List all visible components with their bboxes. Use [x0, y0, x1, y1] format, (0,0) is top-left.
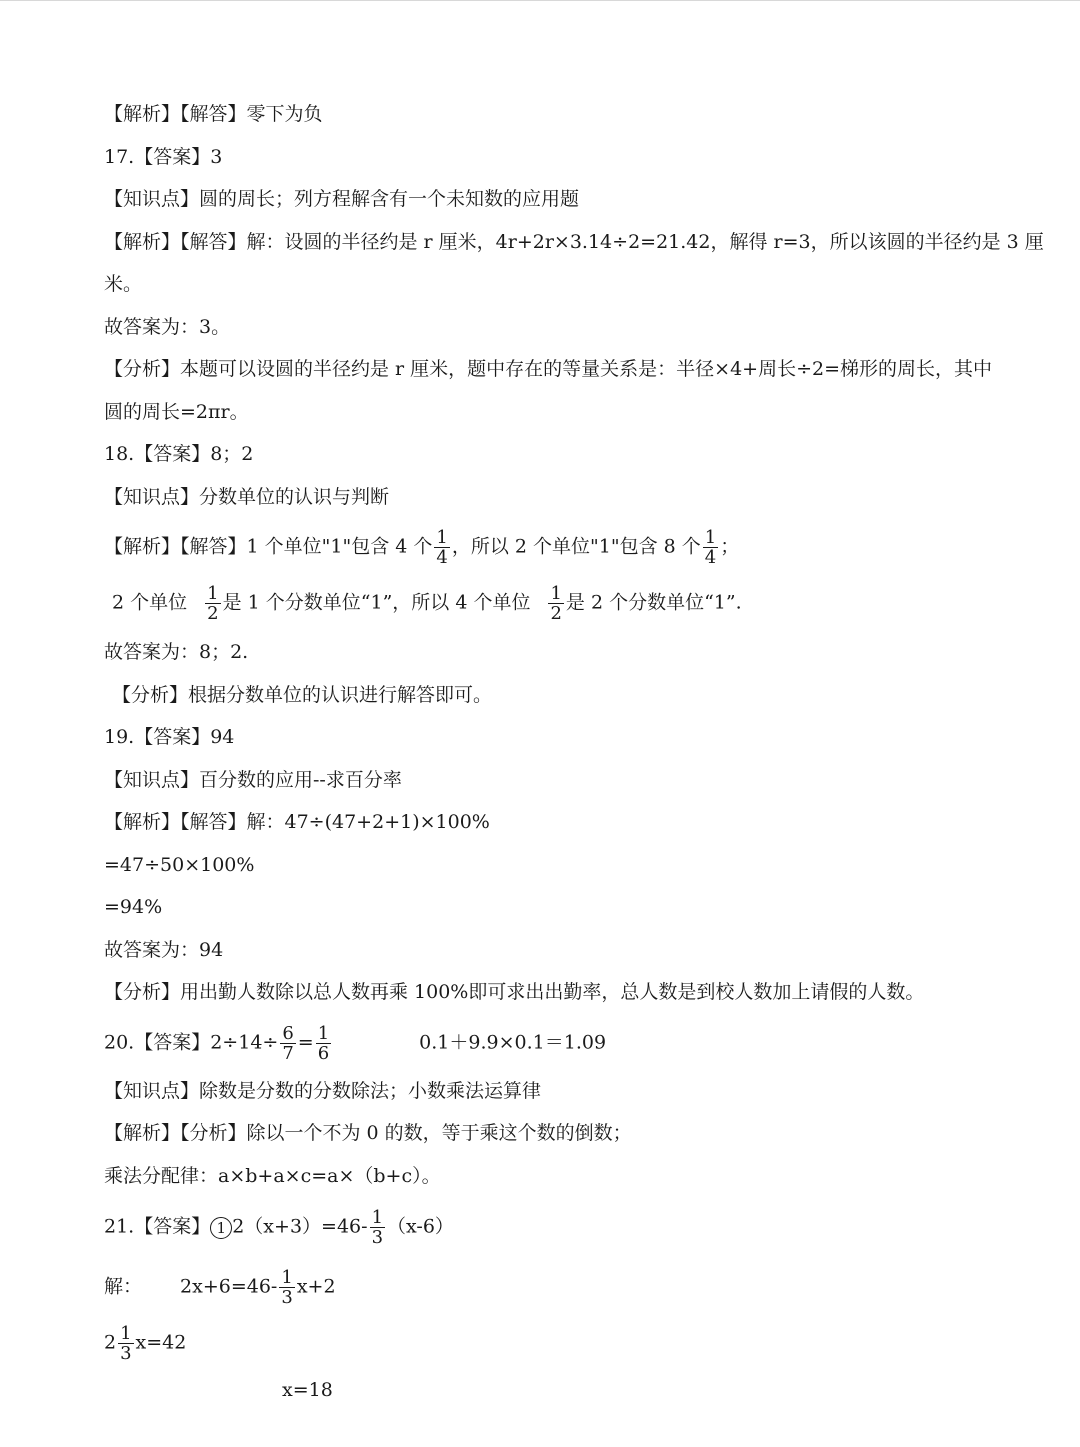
q20-answer-line	[104, 1024, 606, 1063]
fraction-one-third: $\frac{1}{3}$	[281, 1267, 293, 1308]
fraction-six-sevenths: $\frac{6}{7}$	[282, 1023, 294, 1064]
q17-knowledge-point: 【知识点】圆的周长；列方程解含有一个未知数的应用题	[104, 188, 580, 210]
circled-number-1: 1	[210, 1217, 232, 1239]
fraction-one-sixth: $\frac{1}{6}$	[317, 1023, 330, 1064]
q20-analysis: 【解析】【分析】除以一个不为 0 的数，等于乘这个数的倒数；	[104, 1122, 632, 1144]
q17-answer: 17.【答案】3	[104, 146, 223, 168]
fraction-one-third: $\frac{1}{3}$	[371, 1207, 384, 1248]
q18-answer: 18.【答案】8；2	[104, 443, 254, 465]
q20-law: 乘法分配律：a×b+a×c=a×（b+c）。	[104, 1165, 441, 1187]
q18-analysis-line-2	[112, 584, 742, 623]
q21-answer-text-a: 21.【答案】	[104, 1215, 211, 1238]
q18-comment: 【分析】根据分数单位的认识进行解答即可。	[112, 684, 493, 706]
q20-equals: =	[297, 1031, 314, 1054]
fraction-one-half: $\frac{1}{2}$	[550, 583, 562, 624]
q21-step2-text: x=42	[135, 1331, 187, 1354]
q18-analysis-text-c: ；	[720, 535, 740, 558]
q18-line2-text-c: 是 2 个分数单位“1”.	[565, 591, 742, 614]
q21-answer-text-b: 2（x+3）=46-	[232, 1215, 368, 1238]
q18-analysis-line-1	[104, 528, 739, 567]
q17-comment-line-2: 圆的周长=2πr。	[104, 401, 249, 423]
q21-step1-text-a: 2x+6=46-	[180, 1275, 278, 1298]
q19-step-2: =94%	[104, 896, 163, 918]
q18-knowledge-point: 【知识点】分数单位的认识与判断	[104, 486, 390, 508]
q18-analysis-text-b: ，所以 2 个单位"1"包含 8 个	[451, 535, 701, 558]
q17-analysis-line-2: 米。	[104, 273, 143, 295]
fraction-one-quarter: $\frac{1}{4}$	[704, 527, 717, 568]
top-border-line	[0, 0, 1080, 1]
q20-answer-text-a: 20.【答案】2÷14÷	[104, 1031, 279, 1054]
q18-line2-text-a: 2 个单位	[112, 591, 188, 614]
q21-solution-line-2	[104, 1324, 186, 1363]
q21-answer-text-c: （x-6）	[387, 1215, 454, 1238]
q18-line2-text-b: 是 1 个分数单位“1”，所以 4 个单位	[222, 591, 531, 614]
q17-analysis-line-1: 【解析】【解答】解：设圆的半径约是 r 厘米，4r+2r×3.14÷2=21.42，解得 r=3，所以该圆的半径约是 3 厘	[104, 231, 1044, 253]
q18-result: 故答案为：8；2.	[104, 641, 249, 663]
q21-solution-label: 解：	[104, 1275, 143, 1298]
fraction-one-half: $\frac{1}{2}$	[207, 583, 219, 624]
q17-comment-line-1: 【分析】本题可以设圆的半径约是 r 厘米，题中存在的等量关系是：半径×4+周长÷2=梯形的周长，其中	[104, 358, 993, 380]
q21-solution-line-1	[104, 1268, 336, 1307]
q21-step2-whole: 2	[104, 1331, 117, 1354]
q19-analysis: 【解析】【解答】解：47÷(47+2+1)×100%	[104, 811, 490, 833]
q17-result: 故答案为：3。	[104, 316, 231, 338]
analysis-line-16: 【解析】【解答】零下为负	[104, 103, 323, 125]
q21-answer-line	[104, 1208, 454, 1247]
q19-result: 故答案为：94	[104, 939, 224, 961]
q20-knowledge-point: 【知识点】除数是分数的分数除法；小数乘法运算律	[104, 1080, 542, 1102]
q19-step-1: =47÷50×100%	[104, 854, 255, 876]
q18-analysis-text-a: 【解析】【解答】1 个单位"1"包含 4 个	[104, 535, 433, 558]
fraction-one-third: $\frac{1}{3}$	[120, 1323, 132, 1364]
q19-comment: 【分析】用出勤人数除以总人数再乘 100%即可求出出勤率，总人数是到校人数加上请假的人数。	[104, 981, 925, 1003]
fraction-one-quarter: $\frac{1}{4}$	[436, 527, 448, 568]
q19-answer: 19.【答案】94	[104, 726, 235, 748]
q21-solution-line-3: x=18	[282, 1379, 333, 1401]
q19-knowledge-point: 【知识点】百分数的应用--求百分率	[104, 769, 402, 791]
q20-answer-text-b: 0.1＋9.9×0.1＝1.09	[419, 1031, 607, 1054]
q21-step1-text-b: x+2	[296, 1275, 336, 1298]
